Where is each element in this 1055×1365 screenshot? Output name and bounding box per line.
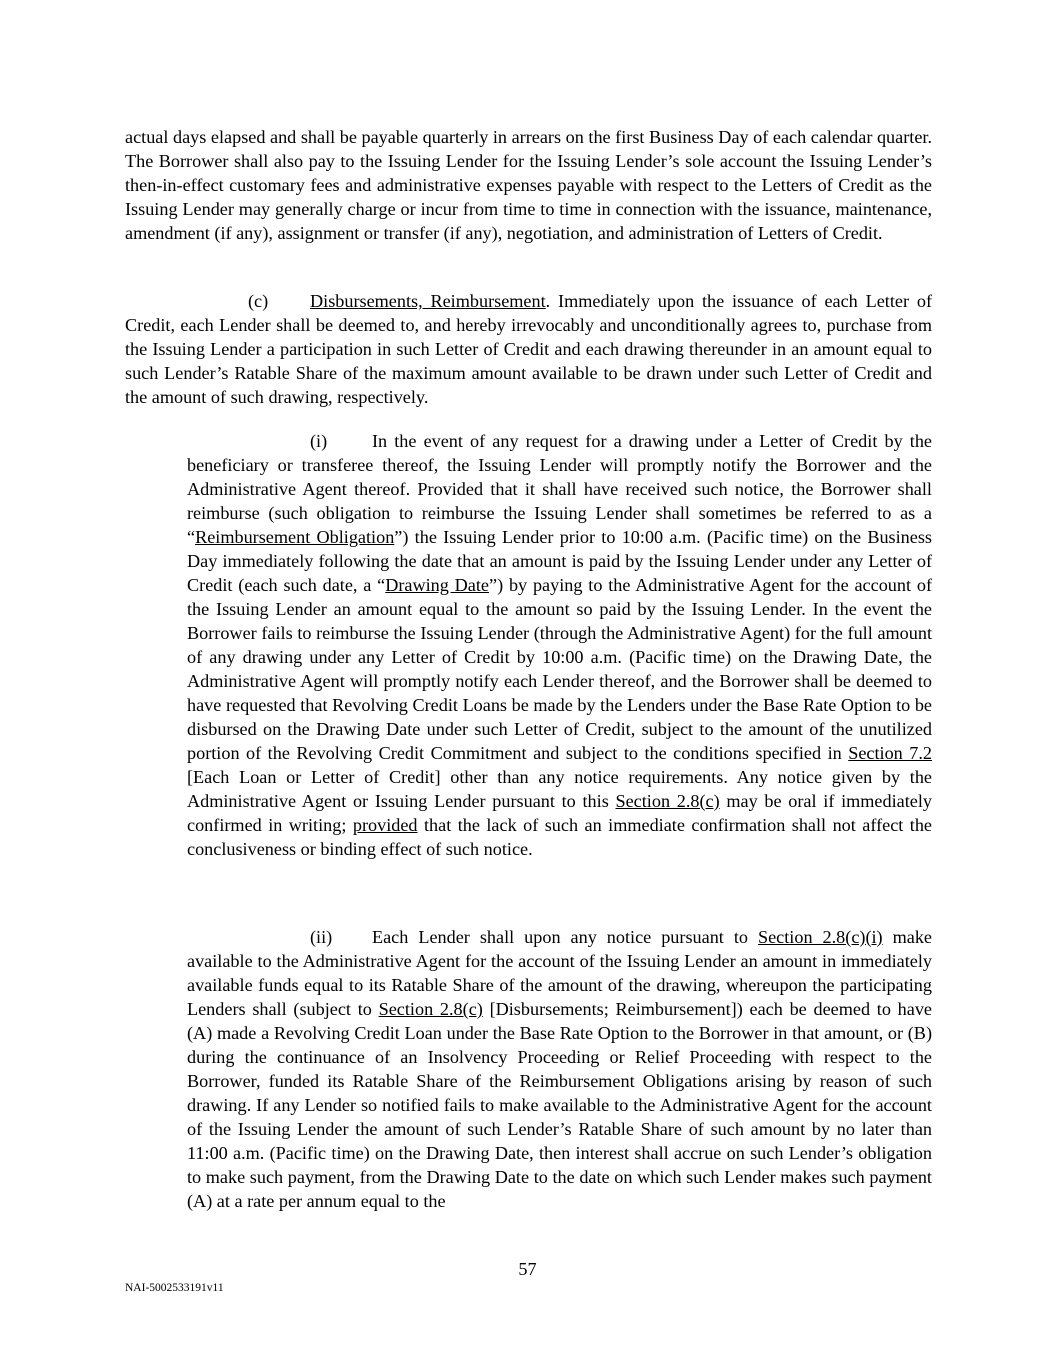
paragraph-i-drawing-request: [187, 429, 932, 861]
paragraph-text: [Each Loan or Letter of Credit] other than any notice requirements. Any notice given by the Administrative Agent or Issuing Lender pursuant to this: [187, 767, 932, 811]
paragraph-text: ”) by paying to the Administrative Agent for the account of the Issuing Lender an amount equal to the amount so paid by the Issuing Lender. In the event the Borrower fails to reimburse the Issuing Lender (through the Administrative Agent) for the full amount of any drawing under any Letter of Credit by 10:00 a.m. (Pacific time) on the Drawing Date, the Administrative Agent will promptly notify each Lender thereof, and the Borrower shall be deemed to have requested that Revolving Credit Loans be made by the Lenders under the Base Rate Option to be disbursed on the Drawing Date under such Letter of Credit, subject to the amount of the unutilized portion of the Revolving Credit Commitment and subject to the conditions specified in: [187, 575, 932, 763]
section-marker: (i): [310, 431, 328, 451]
paragraph-text: [Disbursements; Reimbursement]) each be deemed to have (A) made a Revolving Credit Loan under the Base Rate Option to the Borrower in that amount, or (B) during the continuance of an Insolvency Proceeding or Relief Proceeding with respect to the Borrower, funded its Ratable Share of the Reimbursement Obligations arising by reason of such drawing. If any Lender so notified fails to make available to the Administrative Agent for the account of the Issuing Lender the amount of such Lender’s Ratable Share of such amount by no later than 11:00 a.m. (Pacific time) on the Drawing Date, then interest shall accrue on such Lender’s obligation to make such payment, from the Drawing Date to the date on which such Lender makes such payment (A) at a rate per annum equal to the: [187, 999, 932, 1211]
page-number: 57: [518, 1259, 537, 1279]
cross-reference-section-2-8-c: Section 2.8(c): [378, 999, 483, 1019]
section-heading: Disbursements, Reimbursement: [310, 291, 546, 311]
defined-term-drawing-date: Drawing Date: [385, 575, 490, 595]
paragraph-ii-lender-funding: [187, 925, 932, 1213]
cross-reference-section-2-8-c: Section 2.8(c): [615, 791, 720, 811]
paragraph-text: actual days elapsed and shall be payable quarterly in arrears on the first Business Day of each calendar quarter. The Borrower shall also pay to the Issuing Lender for the Issuing Lender’s sole account the Issuing Lender’s then-in-effect customary fees and administrative expenses payable with respect to the Letters of Credit as the Issuing Lender may generally charge or incur from time to time in connection with the issuance, maintenance, amendment (if any), assignment or transfer (if any), negotiation, and administration of Letters of Credit.: [125, 127, 932, 243]
paragraph-text: Each Lender shall upon any notice pursuant to: [372, 927, 758, 947]
paragraph-text: ”) the Issuing Lender prior to 10:00 a.m. (Pacific time) on the Business Day immediately following the date that an amount is paid by the Issuing Lender under any Letter of Credit (each such date, a “: [187, 527, 932, 595]
defined-term-reimbursement-obligation: Reimbursement Obligation: [195, 527, 395, 547]
proviso-term: provided: [352, 815, 418, 835]
paragraph-text: may be oral if immediately confirmed in writing;: [187, 791, 932, 835]
paragraph-text: that the lack of such an immediate confirmation shall not affect the conclusiveness or binding effect of such notice.: [187, 815, 932, 859]
paragraph-text: Immediately upon the issuance of each Letter of Credit, each Lender shall be deemed to, and hereby irrevocably and unconditionally agrees to, purchase from the Issuing Lender a participation in such Letter of Credit and each drawing thereunder in an amount equal to such Lender’s Ratable Share of the maximum amount available to be drawn under such Letter of Credit and the amount of such drawing, respectively.: [125, 291, 933, 407]
paragraph-c-disbursements: [125, 289, 932, 409]
paragraph-text: In the event of any request for a drawing under a Letter of Credit by the beneficiary or transferee thereof, the Issuing Lender will promptly notify the Borrower and the Administrative Agent thereof. Provided that it shall have received such notice, the Borrower shall reimburse (such obligation to reimburse the Issuing Lender shall sometimes be referred to as a “: [187, 431, 932, 547]
cross-reference-section-7-2: Section 7.2: [848, 743, 932, 763]
paragraph-text: make available to the Administrative Agent for the account of the Issuing Lender an amount in immediately available funds equal to its Ratable Share of the amount of the drawing, whereupon the participating Lenders shall (subject to: [187, 927, 933, 1019]
paragraph-fees-continuation: [125, 125, 932, 245]
section-marker: (ii): [310, 927, 333, 947]
heading-punctuation: .: [545, 291, 559, 311]
cross-reference-section-2-8-c-i: Section 2.8(c)(i): [757, 927, 883, 947]
section-marker: (c): [248, 291, 269, 311]
document-id: NAI-5002533191v11: [125, 1282, 224, 1294]
